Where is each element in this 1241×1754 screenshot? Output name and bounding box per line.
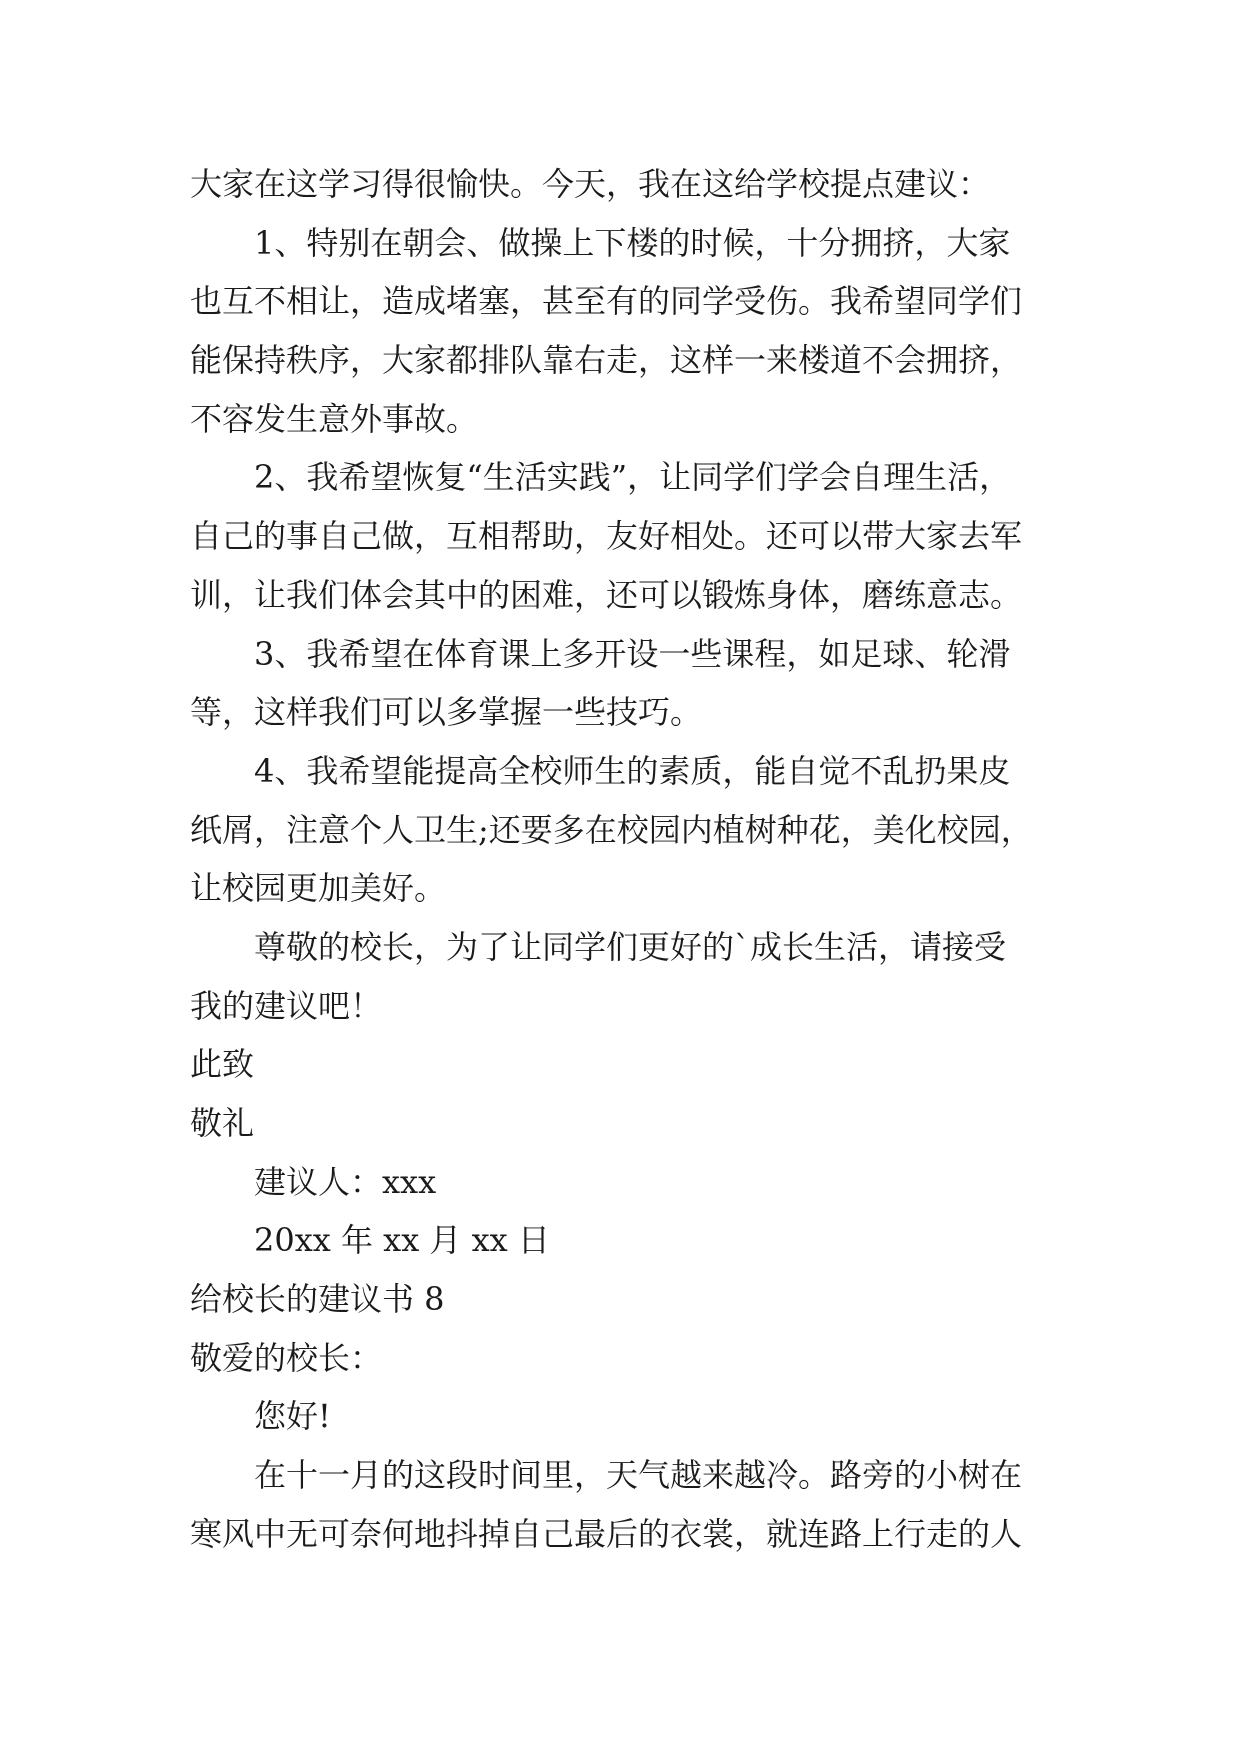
text-line: 尊敬的校长，为了让同学们更好的`成长生活，请接受 [254, 927, 1007, 966]
section-title: 给校长的建议书 8 [190, 1280, 445, 1319]
text-line: 不容发生意外事故。 [190, 399, 479, 438]
text-line: 在十一月的这段时间里，天气越来越冷。路旁的小树在 [254, 1456, 1023, 1495]
text-line: 训，让我们体会其中的困难，还可以锻炼身体，磨练意志。 [190, 575, 1023, 614]
text-line: 自己的事自己做，互相帮助，友好相处。还可以带大家去军 [190, 517, 1023, 556]
text-line: 能保持秩序，大家都排队靠右走，这样一来楼道不会拥挤， [190, 341, 1023, 380]
greeting: 您好! [254, 1397, 331, 1436]
text-line: 也互不相让，造成堵塞，甚至有的同学受伤。我希望同学们 [190, 282, 1023, 321]
text-line: 大家在这学习得很愉快。今天，我在这给学校提点建议： [190, 165, 991, 203]
text-line: 纸屑，注意个人卫生;还要多在校园内植树种花，美化校园， [190, 810, 1033, 849]
text-line: 等，这样我们可以多掌握一些技巧。 [190, 693, 703, 732]
text-line: 寒风中无可奈何地抖掉自己最后的衣裳，就连路上行走的人 [190, 1514, 1023, 1553]
closing-line: 敬礼 [190, 1104, 255, 1142]
closing-line: 此致 [190, 1045, 255, 1084]
signature-line: 建议人：xxx [254, 1162, 437, 1201]
text-line: 2、我希望恢复“生活实践”，让同学们学会自理生活， [254, 458, 1012, 497]
text-line: 让校园更加美好。 [190, 869, 447, 908]
document-body [190, 155, 1070, 1564]
text-line: 4、我希望能提高全校师生的素质，能自觉不乱扔果皮 [254, 751, 1011, 790]
text-line: 1、特别在朝会、做操上下楼的时候，十分拥挤，大家 [254, 223, 1011, 262]
text-line: 3、我希望在体育课上多开设一些课程，如足球、轮滑 [254, 634, 1011, 673]
text-line: 我的建议吧！ [190, 986, 383, 1025]
date-line: 20xx 年 xx 月 xx 日 [254, 1221, 550, 1260]
salutation: 敬爱的校长： [190, 1338, 383, 1377]
